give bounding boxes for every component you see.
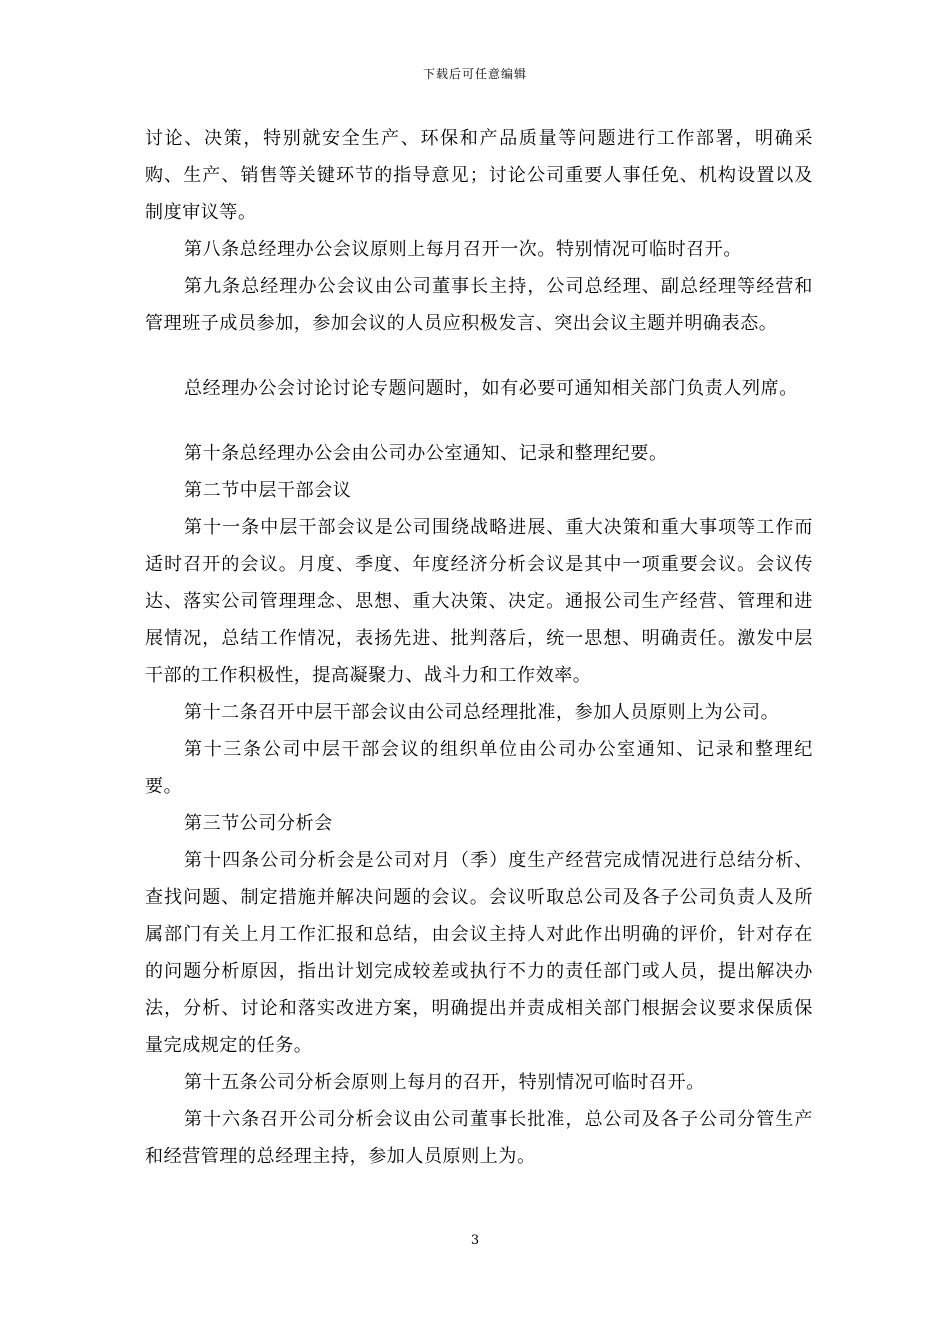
paragraph-article-13: 第十三条公司中层干部会议的组织单位由公司办公室通知、记录和整理纪要。 <box>145 739 813 797</box>
page-number: 3 <box>470 1233 480 1248</box>
paragraph-spacer <box>145 342 813 370</box>
paragraph-article-16: 第十六条召开公司分析会议由公司董事长批准，总公司及各子公司分管生产和经营管理的总经理主持，参加人员原则上为。 <box>145 1109 813 1167</box>
paragraph-article-15: 第十五条公司分析会原则上每月的召开，特别情况可临时召开。 <box>184 1072 705 1093</box>
paragraph-article-9: 第九条总经理办公会议由公司董事长主持，公司总经理、副总经理等经营和管理班子成员参加，参加会议的人员应积极发言、突出会议主题并明确表态。 <box>145 276 813 334</box>
page-header-note: 下载后可任意编辑 <box>422 67 527 81</box>
paragraph-continuation: 讨论、决策，特别就安全生产、环保和产品质量等问题进行工作部署，明确采购、生产、销售等关键环节的指导意见；讨论公司重要人事任免、机构设置以及制度审议等。 <box>145 128 813 223</box>
section-heading-3: 第三节公司分析会 <box>184 813 333 834</box>
section-heading-2: 第二节中层干部会议 <box>184 480 352 501</box>
paragraph-article-11: 第十一条中层干部会议是公司围绕战略进展、重大决策和重大事项等工作而适时召开的会议。月度、季度、年度经济分析会议是其中一项重要会议。会议传达、落实公司管理理念、思想、重大决策、决定。通报公司生产经营、管理和进展情况，总结工作情况，表扬先进、批判落后，统一思想、明确责任。激发中层干部的工作积极性，提高凝聚力、战斗力和工作效率。 <box>145 517 813 686</box>
paragraph-spacer <box>145 407 813 435</box>
paragraph-article-8: 第八条总经理办公会议原则上每月召开一次。特别情况可临时召开。 <box>184 239 742 260</box>
paragraph-article-14: 第十四条公司分析会是公司对月（季）度生产经营完成情况进行总结分析、查找问题、制定措施并解决问题的会议。会议听取总公司及各子公司负责人及所属部门有关上月工作汇报和总结，由会议主持人对此作出明确的评价，针对存在的问题分析原因，指出计划完成较差或执行不力的责任部门或人员，提出解决办法，分析、讨论和落实改进方案，明确提出并责成相关部门根据会议要求保质保量完成规定的任务。 <box>145 850 813 1056</box>
paragraph-article-9-note: 总经理办公会讨论讨论专题问题时，如有必要可通知相关部门负责人列席。 <box>184 378 798 399</box>
paragraph-article-12: 第十二条召开中层干部会议由公司总经理批准，参加人员原则上为公司。 <box>184 702 780 723</box>
paragraph-article-10: 第十条总经理办公会由公司办公室通知、记录和整理纪要。 <box>184 443 668 464</box>
document-body <box>145 120 813 1175</box>
